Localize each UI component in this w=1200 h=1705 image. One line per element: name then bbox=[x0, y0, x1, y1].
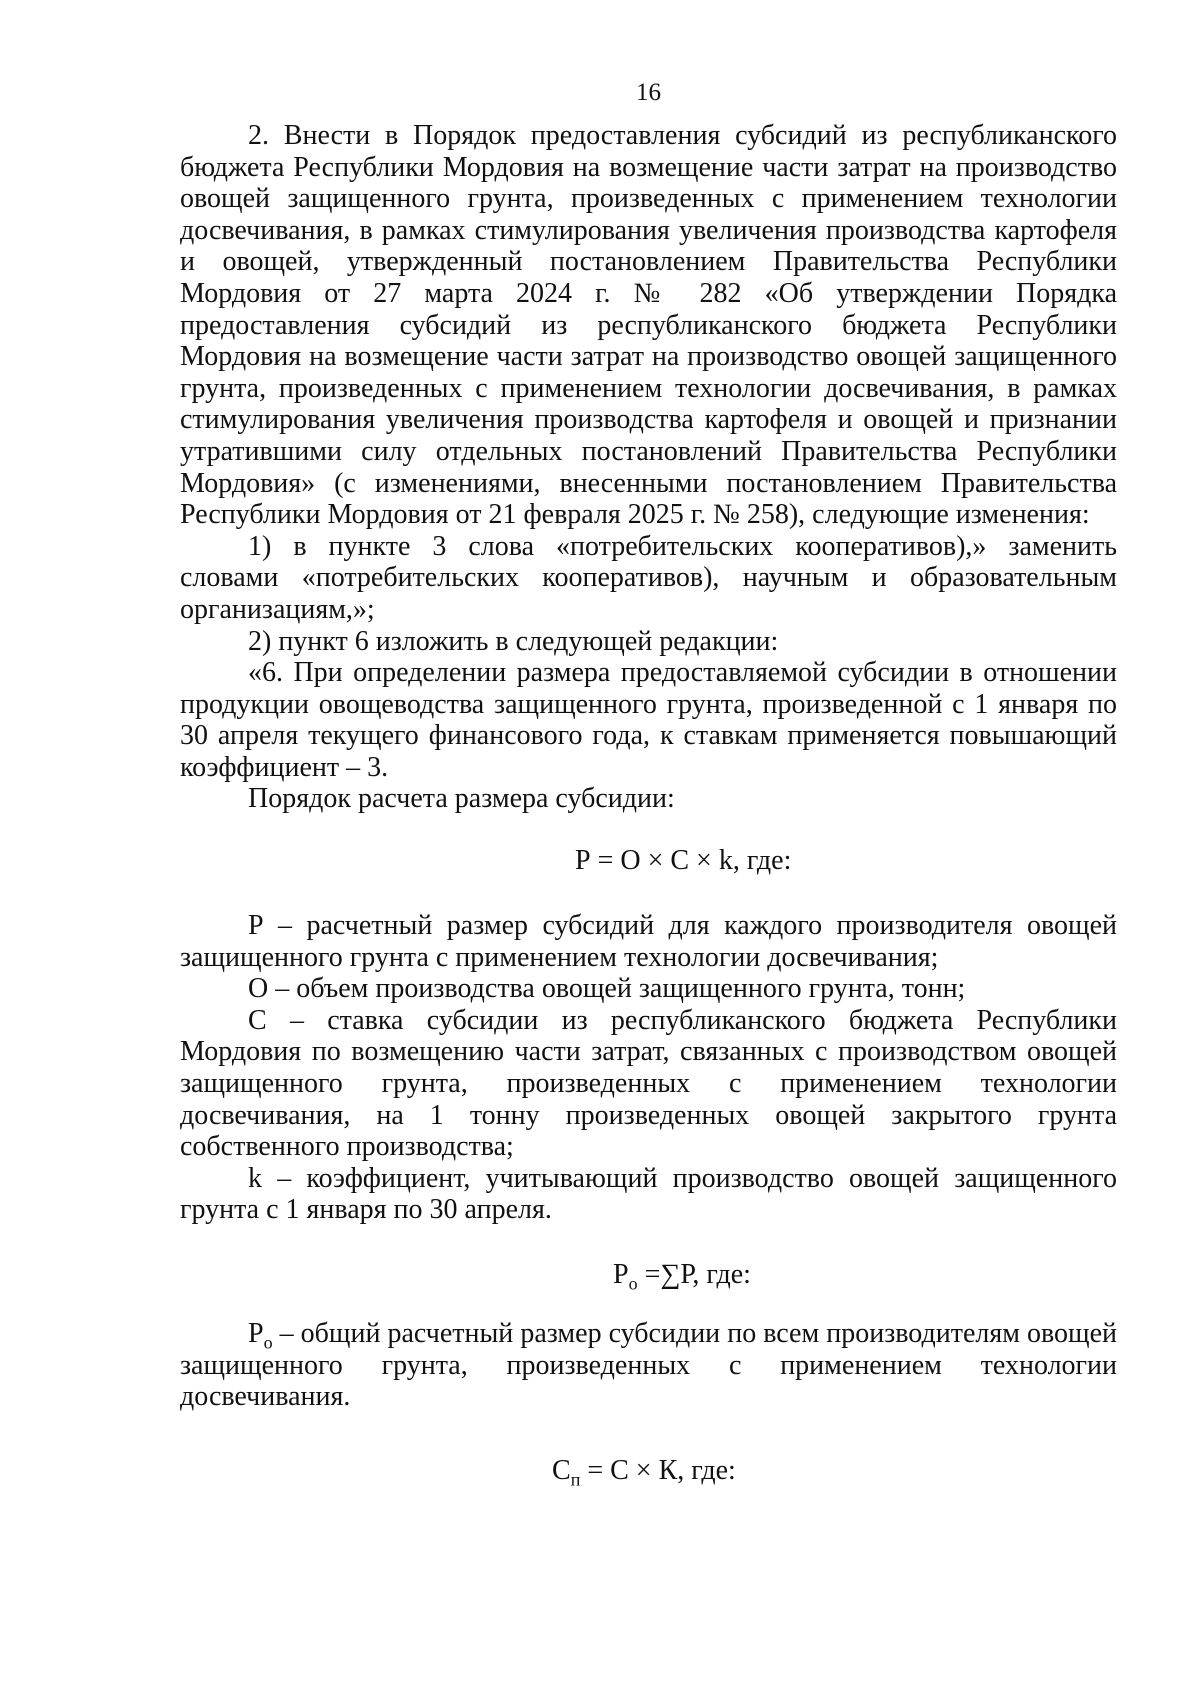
definition-p-total-subscript: о bbox=[263, 1332, 273, 1353]
page-number: 16 bbox=[636, 79, 661, 106]
definition-k: k – коэффициент, учитывающий производство овощей защищенного грунта с 1 января по 30 апреля. bbox=[180, 1162, 1117, 1226]
definition-p: Р – расчетный размер субсидий для каждого производителя овощей защищенного грунта с применением технологии досвечивания; bbox=[180, 910, 1117, 973]
formula-subsidy: Р = О × С × k, где: bbox=[575, 845, 792, 877]
definition-p-total-symbol: Р bbox=[248, 1318, 264, 1349]
paragraph-calculation-order: Порядок расчета размера субсидии: bbox=[248, 783, 675, 815]
document-page bbox=[180, 78, 1117, 1490]
formula-rate-lhs: С bbox=[552, 1454, 571, 1486]
paragraph-item-1: 1) в пункте 3 слова «потребительских кооперативов),» заменить словами «потребительских кооперативов), научным и образовательным организациям,»; bbox=[180, 530, 1117, 625]
formula-rate-subscript: п bbox=[570, 1469, 581, 1490]
formula-total-subscript: о bbox=[628, 1273, 638, 1294]
definition-p-total bbox=[180, 1318, 1117, 1413]
definition-o: О – объем производства овощей защищенного грунта, тонн; bbox=[248, 973, 966, 1005]
formula-total-subsidy bbox=[180, 1259, 1117, 1294]
paragraph-amendment-intro: 2. Внести в Порядок предоставления субсидий из республиканского бюджета Республики Мордовия на возмещение части затрат на производство овощей защищенного грунта, произведенных с применением технологии досвечивания, в рамках стимулирования увеличения производства картофеля и овощей, утвержденный постановлением Правительства Республики Мордовия от 27 марта 2024 г. № 282 «Об утверждении Порядка предоставления субсидий из республиканского бюджета Республики Мордовия на возмещение части затрат на производство овощей защищенного грунта, произведенных с применением технологии досвечивания, в рамках стимулирования увеличения производства картофеля и овощей и признании утратившими силу отдельных постановлений Правительства Республики Мордовия» (с изменениями, внесенными постановлением Правительства Республики Мордовия от 21 февраля 2025 г. № 258), следующие изменения: bbox=[180, 120, 1117, 531]
formula-total-lhs: Р bbox=[613, 1259, 629, 1290]
definition-c: С – ставка субсидии из республиканского бюджета Республики Мордовия по возмещению части затрат, связанных с производством овощей защищенного грунта, произведенных с применением технологии досвечивания, на 1 тонну произведенных овощей закрытого грунта собственного производства; bbox=[180, 1004, 1117, 1163]
formula-total-rhs: =∑Р, где: bbox=[637, 1259, 751, 1290]
paragraph-clause-6: «6. При определении размера предоставляемой субсидии в отношении продукции овощеводства защищенного грунта, произведенной с 1 января по 30 апреля текущего финансового года, к ставкам применяется повышающий коэффициент – 3. bbox=[180, 657, 1117, 783]
formula-rate bbox=[180, 1454, 1117, 1490]
paragraph-item-2: 2) пункт 6 изложить в следующей редакции: bbox=[248, 625, 779, 657]
formula-rate-rhs: = С × К, где: bbox=[580, 1454, 736, 1486]
definition-p-total-text: – общий расчетный размер субсидии по всем производителям овощей защищенного грунта, произведенных с применением технологии досвечивания. bbox=[180, 1318, 1117, 1413]
